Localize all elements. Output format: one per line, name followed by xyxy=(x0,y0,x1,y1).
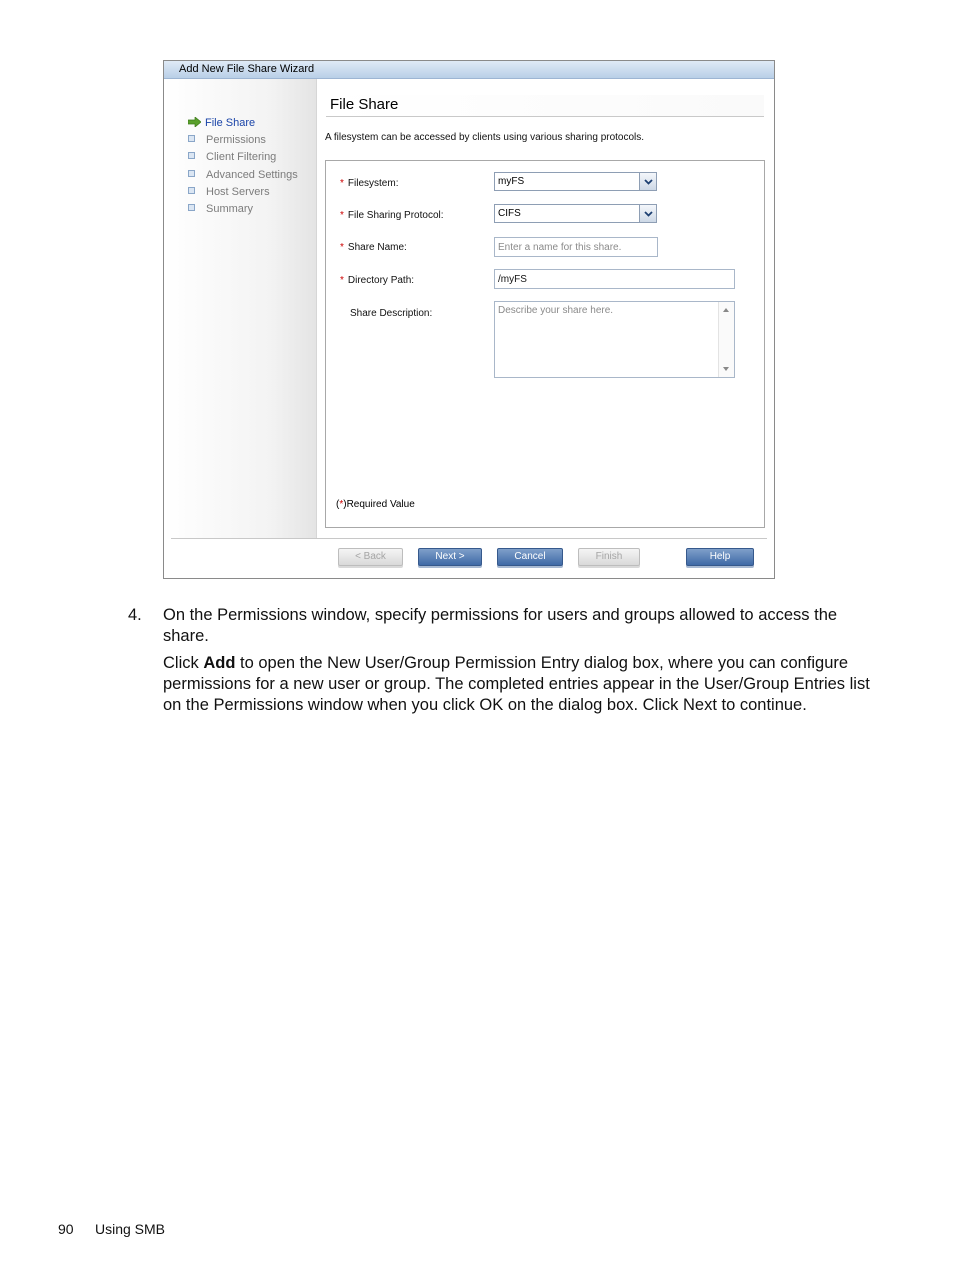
share-description-label: Share Description: xyxy=(350,308,433,319)
instruction-paragraph: Click Add to open the New User/Group Permission Entry dialog box, where you can configure permissions for a new user or group. The completed entries appear in the User/Group Entries list on the Permissions window when you click OK on the dialog box. Click Next to continue. xyxy=(163,654,870,714)
arrow-right-icon xyxy=(188,116,203,133)
protocol-value: CIFS xyxy=(498,208,521,219)
step-summary[interactable] xyxy=(188,201,253,218)
square-bullet-icon xyxy=(188,187,195,194)
required-value-note: (*)Required Value xyxy=(336,499,415,510)
directory-path-input[interactable] xyxy=(494,269,735,289)
finish-button[interactable]: Finish xyxy=(578,548,640,566)
step-label: Host Servers xyxy=(206,186,270,198)
filesystem-label: * Filesystem: xyxy=(340,178,399,189)
required-asterisk: * xyxy=(340,178,344,189)
section-title: Using SMB xyxy=(95,1221,166,1237)
directory-path-label: * Directory Path: xyxy=(340,275,415,286)
protocol-label: * File Sharing Protocol: xyxy=(340,210,444,221)
required-asterisk: * xyxy=(340,275,344,286)
list-item-number: 4. xyxy=(128,606,142,624)
step-client-filtering[interactable] xyxy=(188,149,276,166)
wizard-title: Add New File Share Wizard xyxy=(164,61,774,79)
share-description-field xyxy=(494,301,735,378)
button-bar-divider xyxy=(171,538,767,539)
page-heading: File Share xyxy=(326,95,764,117)
step-label: Advanced Settings xyxy=(206,169,298,181)
scroll-up-icon[interactable] xyxy=(723,308,729,312)
required-asterisk: * xyxy=(339,499,344,510)
cancel-button[interactable]: Cancel xyxy=(497,548,563,566)
description-scrollbar[interactable] xyxy=(718,302,734,377)
step-advanced-settings[interactable] xyxy=(188,167,298,184)
square-bullet-icon xyxy=(188,152,195,159)
protocol-select[interactable] xyxy=(494,204,657,223)
share-name-input[interactable] xyxy=(494,237,658,257)
scroll-down-icon[interactable] xyxy=(723,367,729,371)
square-bullet-icon xyxy=(188,135,195,142)
file-share-wizard-window xyxy=(163,60,775,579)
step-paragraph: On the Permissions window, specify permissions for users and groups allowed to access the share. xyxy=(163,606,838,645)
step-file-share[interactable] xyxy=(188,115,255,132)
square-bullet-icon xyxy=(188,204,195,211)
back-button[interactable]: < Back xyxy=(338,548,403,566)
step-label: Summary xyxy=(206,203,254,215)
required-asterisk: * xyxy=(340,210,344,221)
step-host-servers[interactable] xyxy=(188,184,270,201)
step-label: Permissions xyxy=(206,134,266,146)
file-share-form xyxy=(325,160,765,528)
filesystem-value: myFS xyxy=(498,176,525,187)
page-number: 90 xyxy=(58,1221,74,1237)
wizard-steps-sidebar xyxy=(164,79,317,539)
share-description-textarea[interactable] xyxy=(495,302,719,377)
square-bullet-icon xyxy=(188,170,195,177)
step-label: File Share xyxy=(205,117,256,129)
help-button[interactable]: Help xyxy=(686,548,754,566)
step-permissions[interactable] xyxy=(188,132,266,149)
chevron-down-icon[interactable] xyxy=(639,205,656,222)
share-name-label: * Share Name: xyxy=(340,242,407,253)
page-description: A filesystem can be accessed by clients using various sharing protocols. xyxy=(325,132,645,143)
step-label: Client Filtering xyxy=(206,151,277,163)
next-button[interactable]: Next > xyxy=(418,548,482,566)
required-asterisk: * xyxy=(340,242,344,253)
add-emphasis: Add xyxy=(203,654,236,672)
chevron-down-icon[interactable] xyxy=(639,173,656,190)
filesystem-select[interactable] xyxy=(494,172,657,191)
